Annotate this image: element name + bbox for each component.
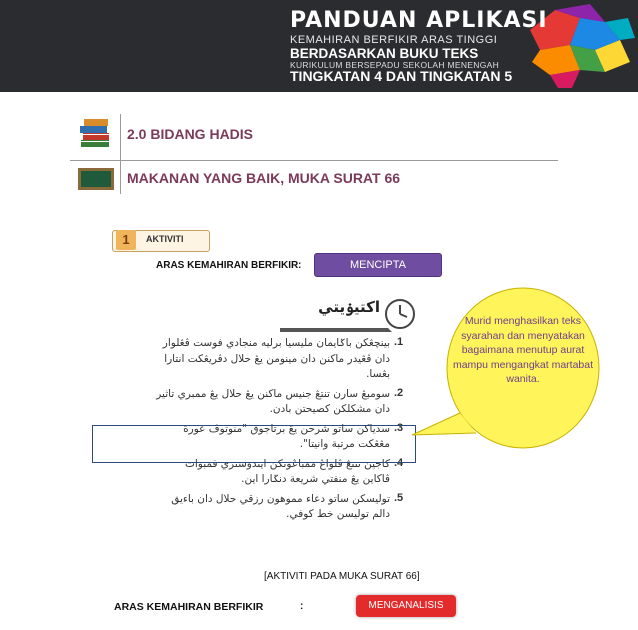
item-text: توليسکن ساتو دعاء مموهون رزقي حلال دان باءيق دالم توليسن خط کوفي. [171, 492, 390, 520]
activity-number: 1 [116, 230, 136, 250]
activity-label: AKTIVITI [146, 234, 184, 244]
banner-line-2: KEMAHIRAN BERFIKIR ARAS TINGGI [290, 34, 498, 46]
books-icon [78, 116, 112, 150]
list-item [150, 336, 410, 383]
item-number: .1 [394, 336, 404, 348]
field-heading: 2.0 BIDANG HADIS [127, 126, 254, 142]
item-number: .5 [394, 491, 404, 504]
thinking-level-colon: : [298, 260, 302, 271]
banner-line-5: TINGKATAN 4 DAN TINGKATAN 5 [290, 68, 513, 84]
item-number: .2 [394, 386, 404, 399]
item-number: .3 [394, 421, 404, 434]
banner-line-4: KURIKULUM BERSEPADU SEKOLAH MENENGAH [290, 60, 500, 70]
level-mencipta-badge: MENCIPTA [314, 253, 442, 277]
chalkboard-icon [78, 168, 114, 190]
item-text: بينچڠکن باݢايمان مليسيا برليه منجادي فوست ڤڠلوار دان ڤڠيدر ماکنن دان مينومن يڠ حلال دڤريڠکت انتارا بڠسا. [162, 337, 390, 380]
banner-line-3: BERDASARKAN BUKU TEKS [290, 46, 479, 61]
thinking-level-label: ARAS KEMAHIRAN BERFIKIR [156, 260, 299, 271]
header-banner [0, 0, 638, 92]
activity-caption: [AKTIVITI PADA MUKA SURAT 66] [264, 571, 420, 582]
item-text: سومبڠ سارن تنتڠ جنيس ماکنن يڠ حلال يڠ ممبري تاثير دان مشکلکن کصيحتن بادن. [156, 387, 390, 415]
section-divider-vertical [120, 114, 121, 194]
list-item [150, 387, 410, 418]
thinking-level-colon-2: : [300, 601, 304, 612]
banner-title: PANDUAN APLIKASI [290, 8, 548, 33]
thinking-level-label-2: ARAS KEMAHIRAN BERFIKIR [114, 601, 264, 613]
callout-text: Murid menghasilkan teks syarahan dan menyatakan bagaimana menutup aurat mampu mengangkat martabat wanita. [452, 315, 594, 385]
list-item [150, 492, 410, 523]
level-menganalisis-badge: MENGANALISIS [356, 595, 456, 617]
section-divider-horizontal [70, 160, 558, 161]
textbook-heading: اکتيۏيتي [318, 298, 380, 316]
textbook-excerpt [150, 292, 410, 532]
item-text: کاجين تنتڠ ڤلواڠ ممباڠونکن ايندوستري فمبوات ڤاکاين يڠ منفتي شريعة دنݢارا اين. [184, 457, 390, 485]
item-text: سدياکن ساتو شرحن يڠ برتاجوق "منوتوڤ عورة مڠڠکت مرتبة وانيتا". [183, 422, 390, 450]
item-number: .4 [394, 456, 404, 469]
topic-heading: MAKANAN YANG BAIK, MUKA SURAT 66 [127, 170, 401, 186]
highlight-box [92, 425, 416, 463]
